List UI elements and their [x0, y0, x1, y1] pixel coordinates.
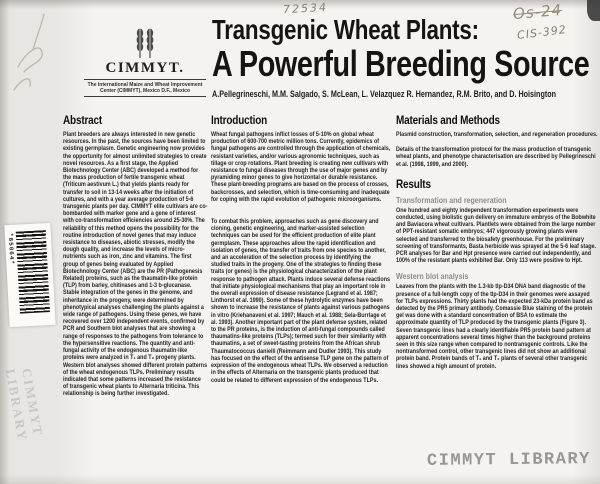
- methods-paragraph: Details of the transformation protocol for the mass production of transgenic wheat plants, and phenotype characterisation are described by Pellegrineschi et al. (1998, 1999, and 2000).: [396, 146, 596, 168]
- logo-wordmark: CIMMYT.: [105, 60, 185, 76]
- handwritten-code-crossed: Os-24: [512, 0, 563, 24]
- abstract-body: Plant breeders are always interested in new genetic resources. In the past, the sources have been limited to existing germplasm. Genetic engineering now provides the opportunity for almost unlimited strategies to create novel resources. As a first stage, the Applied Biotechnology Center (ABC) developed a method for the mass production of fertile transgenic wheat (Triticum aestivum L.) that yields plants ready for transfer to soil in 13-14 weeks after the initiation of cultures, and with a year average production of 5-6 transgenic plants per day. CIMMYT elite cultivars are co-bombarded with marker gene and a gene of interest with co-transformation efficiencies around 25-30%. The reliability of this method opens the possibility for the routine introduction of novel genes that may induce resistance to diseases, abiotic stresses, modify the dough quality, and increase the levels of micro-nutrients such as iron, zinc and vitamins. The first group of genes being evaluated by Applied Biotechnology Center (ABC) are the PR (Pathogenesis Related) proteins, such as the thaumatin-like protein (TLP) from barley, chitinases and 1-3 b-glucanase. Stable integration of the genes in the genome, and inheritance in the progeny, were determined by phenotypical analyses challenging the plants against a wide range of pathogens. Using these genes, we have recovered over 1200 independent events, confirmed by PCR and Southern blot analyses that are showing a range of responses to the pathogens from tolerance to the hypersensitive reactions. The quantity and anti-fungal activity of the endogenous thaumatin-like proteins were analyzed in T₁ and T₂ progeny plants. Western blot analyses showed different protein patterns of the wheat endogenous TLPs. Preliminary results indicated that some patterns increased the resistance of transgenic wheat plants to Alternaria triticina. This relationship is being further investigated.: [63, 131, 208, 398]
- handwritten-code: CIS-392: [516, 23, 568, 42]
- abstract-column: [63, 114, 207, 413]
- results-subheading-transformation: Transformation and regeneration: [396, 194, 507, 205]
- results-paragraph: Leaves from the plants with the 1.3-kb tlp-D34 DNA band diagnostic of the presence of a full-length copy of the tlp-D34 in their genomes were assayed for TLPs expressions. Thirty plants had the expected 23-kDa protein band as detected by the PR5 primary antibody. Comassie Blue staining of the protein gel was done with a standard concentration of BSA to estimate the approximate quantity of TLP produced by the transgenic plants (Figure 3). Seven transgenic lines had a clearly identifiable PR5 protein band pattern at apparent concentrations several times higher than the background proteins seen in this size range when compared to nontransgenic controls. Like the nontransformed control, other transgenic lines did not show an additional protein band. Protein bands of T₁ and T₂ plants of several other transgenic lines showed a high amount of protein.: [396, 283, 593, 370]
- introduction-paragraph: Wheat fungal pathogens inflict losses of 5-10% on global wheat production of 600-700 metric million tons. Currently, epidemics of fungal pathogens are controlled through the application of chemicals, resistant varieties, and/or various agronomic techniques, such as tillage or crop rotations. Plant breeding is creating new cultivars with resistance to fungal diseases through the use of major genes and by pyramiding minor genes to give horizontal or durable resistance. These plant-breeding programs are based on the process of crosses, backcrosses, and selection, which is time-consuming and inadequate for coping with the rapid evolution of pathogenic microorganisms.: [211, 131, 391, 203]
- library-stamp-margin: CIMMYT LIBRARY: [2, 367, 46, 443]
- poster-title-line1: Transgenic Wheat Plants:: [212, 14, 479, 45]
- methods-results-column: [396, 114, 598, 385]
- authors-line: A.Pellegrineschi, M.M. Salgado, S. McLean, L. Velazquez R. Hernandez, R.M. Brito, and D. Hoisington: [212, 89, 557, 99]
- logo-subtitle: The International Maize and Wheat Improvement Center (CIMMYT), Mexico D.F., Mexico: [84, 79, 206, 97]
- library-stamp-bottom: CIMMYT LIBRARY: [426, 450, 591, 471]
- barcode-icon: [16, 230, 50, 313]
- barcode-number: *85064*: [6, 232, 16, 266]
- poster-title-line2: A Powerful Breeding Source: [212, 43, 590, 84]
- barcode-sticker: [4, 223, 55, 327]
- introduction-column: [211, 114, 391, 399]
- introduction-heading: Introduction: [211, 113, 268, 127]
- handwritten-number: 72534: [282, 0, 329, 17]
- results-heading: Results: [396, 176, 431, 191]
- poster-header: [212, 15, 596, 99]
- results-subheading-western-blot: Western blot analysis: [396, 271, 469, 282]
- introduction-paragraph: To combat this problem, approaches such as gene discovery and cloning, genetic engineering, and marker-assisted selection techniques can be used for the efficient production of elite plant germplasm. These approaches allow the rapid identification and isolation of genes, the transfer of traits from one species to another, and an acceleration of the selection process by identifying the studied traits in the progeny. One of the strategies to finding these traits (or genes) is the physiological characterization of the plant response to pathogen attack. Plants induce several defense reactions that initiate physiological mechanisms that play an important role in the overall expression of disease resistance (Legrand et al. 1987; Linthorst et al. 1990). Some of these hydrolytic enzymes have been shown to increase the resistance of plants against various pathogens in vitro (Kriehanaveni et al. 1997; Mauch et al. 1988; Sela-Burrlage et al. 1993). Another important part of the plant defense system, related to the PR proteins, is the induction of anti-fungal compounds called thaumatins-like proteins (TLPs); termed such for their similarity with thaumatins, a set of sweet-tasting proteins from the African shrub Thaumatococcus danielli (Reimmann and Dudler 1993). This study has focused on the effect of the antisense TLP gene on the pattern of expression of the endogenous wheat TLPs. We observed a reduction in the effects of Alternaria on the transgenic plants produced that could be related to different expression of the endogenous TLPs.: [211, 218, 390, 384]
- methods-paragraph: Plasmid construction, transformation, selection, and regeneration procedures.: [396, 131, 598, 138]
- methods-heading: Materials and Methods: [396, 113, 500, 127]
- pencil-scribble: [6, 12, 96, 107]
- cimmyt-logo: [84, 27, 206, 97]
- abstract-heading: Abstract: [63, 113, 103, 127]
- wheat-ears-icon: [130, 27, 160, 59]
- results-paragraph: One hundred and eighty independent transformation experiments were conducted, using biolistic gun delivery on immature embryos of the Bobwhite and Baviacora wheat cultivars. Plantlets were obtained from the large number of PPT-resistant somatic embryos; 447 vigorously growing plants were selected and transferred to the biosafety greenhouse. For the preliminary screening of transformants, Basta herbicide was sprayed at the 5-6 leaf stage. PCR analyses for Bar and Hpt presence were carried out independently, and 100% of the resistant plants exhibited Bar. Only 113 were positive to Hpt.: [396, 206, 596, 265]
